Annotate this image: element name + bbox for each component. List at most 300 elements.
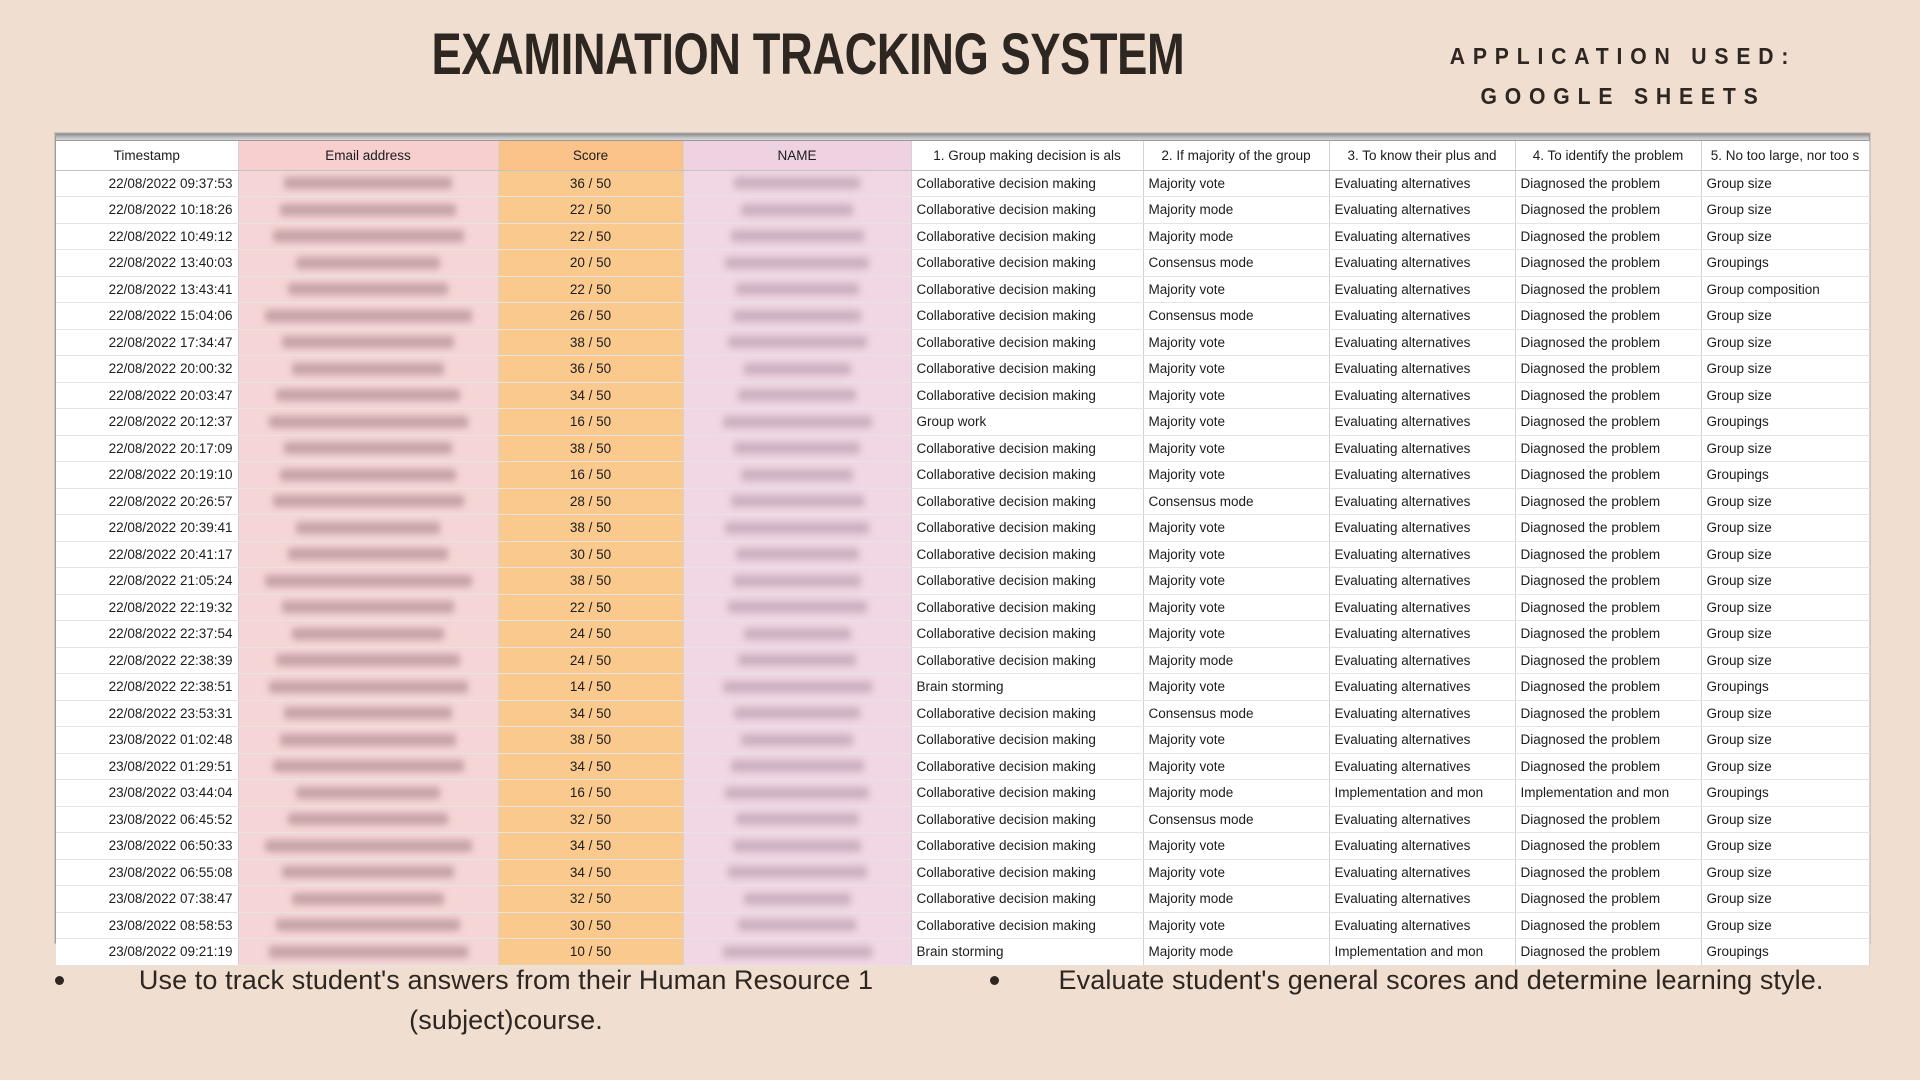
cell-q4[interactable]: Diagnosed the problem [1515, 329, 1701, 356]
cell-name[interactable] [683, 700, 911, 727]
cell-q3[interactable]: Evaluating alternatives [1329, 700, 1515, 727]
cell-timestamp[interactable]: 22/08/2022 20:17:09 [56, 435, 238, 462]
cell-name[interactable] [683, 250, 911, 277]
cell-q2[interactable]: Majority vote [1143, 276, 1329, 303]
cell-timestamp[interactable]: 23/08/2022 01:02:48 [56, 727, 238, 754]
cell-q3[interactable]: Evaluating alternatives [1329, 303, 1515, 330]
table-row[interactable] [56, 700, 1869, 727]
cell-q2[interactable]: Majority vote [1143, 753, 1329, 780]
cell-timestamp[interactable]: 22/08/2022 20:03:47 [56, 382, 238, 409]
cell-q1[interactable]: Brain storming [911, 674, 1143, 701]
cell-name[interactable] [683, 647, 911, 674]
cell-q4[interactable]: Diagnosed the problem [1515, 250, 1701, 277]
cell-q1[interactable]: Collaborative decision making [911, 170, 1143, 197]
cell-q5[interactable]: Group size [1701, 647, 1869, 674]
cell-timestamp[interactable]: 23/08/2022 03:44:04 [56, 780, 238, 807]
cell-q1[interactable]: Collaborative decision making [911, 886, 1143, 913]
cell-q5[interactable]: Group composition [1701, 276, 1869, 303]
cell-timestamp[interactable]: 22/08/2022 20:41:17 [56, 541, 238, 568]
cell-name[interactable] [683, 753, 911, 780]
cell-q1[interactable]: Collaborative decision making [911, 912, 1143, 939]
spreadsheet-screenshot[interactable] [55, 133, 1870, 960]
cell-timestamp[interactable]: 23/08/2022 08:58:53 [56, 912, 238, 939]
cell-score[interactable]: 26 / 50 [498, 303, 683, 330]
cell-timestamp[interactable]: 22/08/2022 09:37:53 [56, 170, 238, 197]
cell-q3[interactable]: Evaluating alternatives [1329, 435, 1515, 462]
cell-score[interactable]: 24 / 50 [498, 621, 683, 648]
cell-score[interactable]: 22 / 50 [498, 276, 683, 303]
cell-timestamp[interactable]: 22/08/2022 22:19:32 [56, 594, 238, 621]
cell-name[interactable] [683, 886, 911, 913]
cell-name[interactable] [683, 409, 911, 436]
cell-score[interactable]: 16 / 50 [498, 409, 683, 436]
cell-q2[interactable]: Majority mode [1143, 647, 1329, 674]
cell-q5[interactable]: Group size [1701, 568, 1869, 595]
cell-q3[interactable]: Evaluating alternatives [1329, 250, 1515, 277]
cell-score[interactable]: 34 / 50 [498, 833, 683, 860]
cell-q3[interactable]: Implementation and mon [1329, 939, 1515, 966]
cell-q1[interactable]: Collaborative decision making [911, 197, 1143, 224]
cell-score[interactable]: 16 / 50 [498, 462, 683, 489]
cell-email[interactable] [238, 435, 498, 462]
cell-q3[interactable]: Evaluating alternatives [1329, 806, 1515, 833]
cell-email[interactable] [238, 647, 498, 674]
cell-q4[interactable]: Diagnosed the problem [1515, 435, 1701, 462]
cell-timestamp[interactable]: 22/08/2022 10:49:12 [56, 223, 238, 250]
cell-q2[interactable]: Majority vote [1143, 833, 1329, 860]
cell-q1[interactable]: Collaborative decision making [911, 621, 1143, 648]
cell-email[interactable] [238, 329, 498, 356]
cell-timestamp[interactable]: 22/08/2022 20:12:37 [56, 409, 238, 436]
cell-q1[interactable]: Collaborative decision making [911, 833, 1143, 860]
table-row[interactable] [56, 753, 1869, 780]
cell-q4[interactable]: Diagnosed the problem [1515, 356, 1701, 383]
cell-q2[interactable]: Consensus mode [1143, 806, 1329, 833]
cell-q3[interactable]: Evaluating alternatives [1329, 409, 1515, 436]
table-row[interactable] [56, 647, 1869, 674]
cell-q4[interactable]: Diagnosed the problem [1515, 700, 1701, 727]
cell-name[interactable] [683, 674, 911, 701]
cell-email[interactable] [238, 594, 498, 621]
cell-q4[interactable]: Implementation and mon [1515, 780, 1701, 807]
column-header-timestamp[interactable]: Timestamp [56, 141, 238, 170]
cell-q3[interactable]: Evaluating alternatives [1329, 197, 1515, 224]
cell-q4[interactable]: Diagnosed the problem [1515, 303, 1701, 330]
table-row[interactable] [56, 886, 1869, 913]
table-body[interactable] [56, 170, 1869, 965]
cell-email[interactable] [238, 727, 498, 754]
cell-timestamp[interactable]: 22/08/2022 22:38:39 [56, 647, 238, 674]
cell-name[interactable] [683, 435, 911, 462]
cell-q4[interactable]: Diagnosed the problem [1515, 859, 1701, 886]
cell-email[interactable] [238, 859, 498, 886]
cell-email[interactable] [238, 462, 498, 489]
table-row[interactable] [56, 462, 1869, 489]
cell-q4[interactable]: Diagnosed the problem [1515, 621, 1701, 648]
cell-email[interactable] [238, 806, 498, 833]
cell-q4[interactable]: Diagnosed the problem [1515, 912, 1701, 939]
cell-q5[interactable]: Group size [1701, 833, 1869, 860]
cell-q2[interactable]: Majority vote [1143, 859, 1329, 886]
cell-q4[interactable]: Diagnosed the problem [1515, 488, 1701, 515]
table-row[interactable] [56, 727, 1869, 754]
cell-email[interactable] [238, 197, 498, 224]
cell-email[interactable] [238, 170, 498, 197]
cell-q1[interactable]: Brain storming [911, 939, 1143, 966]
cell-timestamp[interactable]: 22/08/2022 17:34:47 [56, 329, 238, 356]
cell-q3[interactable]: Evaluating alternatives [1329, 541, 1515, 568]
cell-q3[interactable]: Evaluating alternatives [1329, 674, 1515, 701]
cell-q1[interactable]: Collaborative decision making [911, 780, 1143, 807]
cell-name[interactable] [683, 488, 911, 515]
table-row[interactable] [56, 250, 1869, 277]
cell-email[interactable] [238, 780, 498, 807]
cell-timestamp[interactable]: 22/08/2022 21:05:24 [56, 568, 238, 595]
cell-q1[interactable]: Collaborative decision making [911, 462, 1143, 489]
cell-q1[interactable]: Collaborative decision making [911, 727, 1143, 754]
cell-q2[interactable]: Majority vote [1143, 568, 1329, 595]
cell-q5[interactable]: Group size [1701, 435, 1869, 462]
cell-q1[interactable]: Collaborative decision making [911, 488, 1143, 515]
cell-q2[interactable]: Consensus mode [1143, 488, 1329, 515]
cell-name[interactable] [683, 568, 911, 595]
cell-timestamp[interactable]: 22/08/2022 13:43:41 [56, 276, 238, 303]
cell-name[interactable] [683, 859, 911, 886]
cell-score[interactable]: 24 / 50 [498, 647, 683, 674]
cell-q1[interactable]: Collaborative decision making [911, 329, 1143, 356]
cell-q1[interactable]: Collaborative decision making [911, 700, 1143, 727]
cell-q5[interactable]: Group size [1701, 806, 1869, 833]
cell-q1[interactable]: Collaborative decision making [911, 356, 1143, 383]
cell-q1[interactable]: Collaborative decision making [911, 594, 1143, 621]
cell-email[interactable] [238, 356, 498, 383]
cell-q4[interactable]: Diagnosed the problem [1515, 806, 1701, 833]
cell-timestamp[interactable]: 23/08/2022 06:45:52 [56, 806, 238, 833]
table-row[interactable] [56, 568, 1869, 595]
cell-score[interactable]: 34 / 50 [498, 382, 683, 409]
cell-q2[interactable]: Majority vote [1143, 435, 1329, 462]
cell-q3[interactable]: Evaluating alternatives [1329, 621, 1515, 648]
cell-q3[interactable]: Evaluating alternatives [1329, 170, 1515, 197]
cell-score[interactable]: 38 / 50 [498, 515, 683, 542]
cell-q3[interactable]: Evaluating alternatives [1329, 912, 1515, 939]
cell-q5[interactable]: Group size [1701, 303, 1869, 330]
cell-q1[interactable]: Collaborative decision making [911, 435, 1143, 462]
cell-name[interactable] [683, 462, 911, 489]
cell-timestamp[interactable]: 22/08/2022 22:38:51 [56, 674, 238, 701]
cell-q5[interactable]: Group size [1701, 594, 1869, 621]
cell-q2[interactable]: Majority vote [1143, 674, 1329, 701]
cell-score[interactable]: 36 / 50 [498, 356, 683, 383]
cell-timestamp[interactable]: 22/08/2022 20:19:10 [56, 462, 238, 489]
column-header-q5[interactable]: 5. No too large, nor too s [1701, 141, 1869, 170]
cell-score[interactable]: 22 / 50 [498, 594, 683, 621]
table-row[interactable] [56, 409, 1869, 436]
cell-q4[interactable]: Diagnosed the problem [1515, 647, 1701, 674]
cell-email[interactable] [238, 886, 498, 913]
cell-email[interactable] [238, 700, 498, 727]
table-row[interactable] [56, 780, 1869, 807]
cell-q2[interactable]: Majority vote [1143, 409, 1329, 436]
cell-q4[interactable]: Diagnosed the problem [1515, 382, 1701, 409]
cell-q1[interactable]: Collaborative decision making [911, 303, 1143, 330]
cell-email[interactable] [238, 912, 498, 939]
cell-email[interactable] [238, 382, 498, 409]
cell-timestamp[interactable]: 22/08/2022 15:04:06 [56, 303, 238, 330]
cell-q5[interactable]: Groupings [1701, 674, 1869, 701]
cell-email[interactable] [238, 833, 498, 860]
cell-q5[interactable]: Group size [1701, 859, 1869, 886]
table-row[interactable] [56, 276, 1869, 303]
cell-name[interactable] [683, 356, 911, 383]
cell-q4[interactable]: Diagnosed the problem [1515, 594, 1701, 621]
cell-timestamp[interactable]: 22/08/2022 20:39:41 [56, 515, 238, 542]
cell-q2[interactable]: Majority vote [1143, 594, 1329, 621]
cell-score[interactable]: 34 / 50 [498, 753, 683, 780]
cell-email[interactable] [238, 303, 498, 330]
cell-q2[interactable]: Consensus mode [1143, 303, 1329, 330]
table-row[interactable] [56, 674, 1869, 701]
cell-q4[interactable]: Diagnosed the problem [1515, 197, 1701, 224]
table-row[interactable] [56, 594, 1869, 621]
cell-q4[interactable]: Diagnosed the problem [1515, 462, 1701, 489]
cell-name[interactable] [683, 780, 911, 807]
cell-q3[interactable]: Evaluating alternatives [1329, 462, 1515, 489]
cell-q1[interactable]: Collaborative decision making [911, 223, 1143, 250]
cell-name[interactable] [683, 382, 911, 409]
table-row[interactable] [56, 382, 1869, 409]
cell-name[interactable] [683, 329, 911, 356]
cell-q2[interactable]: Consensus mode [1143, 250, 1329, 277]
cell-q3[interactable]: Evaluating alternatives [1329, 488, 1515, 515]
table-row[interactable] [56, 170, 1869, 197]
cell-name[interactable] [683, 515, 911, 542]
cell-q3[interactable]: Evaluating alternatives [1329, 859, 1515, 886]
cell-q2[interactable]: Majority vote [1143, 541, 1329, 568]
cell-q4[interactable]: Diagnosed the problem [1515, 674, 1701, 701]
cell-timestamp[interactable]: 22/08/2022 20:26:57 [56, 488, 238, 515]
cell-q3[interactable]: Evaluating alternatives [1329, 594, 1515, 621]
cell-name[interactable] [683, 727, 911, 754]
cell-score[interactable]: 34 / 50 [498, 859, 683, 886]
table-row[interactable] [56, 859, 1869, 886]
cell-q1[interactable]: Collaborative decision making [911, 806, 1143, 833]
cell-q1[interactable]: Collaborative decision making [911, 859, 1143, 886]
cell-q3[interactable]: Evaluating alternatives [1329, 753, 1515, 780]
cell-q3[interactable]: Evaluating alternatives [1329, 833, 1515, 860]
column-header-name[interactable]: NAME [683, 141, 911, 170]
cell-score[interactable]: 16 / 50 [498, 780, 683, 807]
table-row[interactable] [56, 621, 1869, 648]
cell-q5[interactable]: Groupings [1701, 462, 1869, 489]
cell-score[interactable]: 30 / 50 [498, 541, 683, 568]
cell-q5[interactable]: Groupings [1701, 250, 1869, 277]
cell-score[interactable]: 20 / 50 [498, 250, 683, 277]
table-row[interactable] [56, 197, 1869, 224]
cell-score[interactable]: 22 / 50 [498, 197, 683, 224]
table-row[interactable] [56, 223, 1869, 250]
cell-score[interactable]: 36 / 50 [498, 170, 683, 197]
cell-email[interactable] [238, 250, 498, 277]
cell-q5[interactable]: Group size [1701, 541, 1869, 568]
cell-q2[interactable]: Consensus mode [1143, 700, 1329, 727]
cell-q2[interactable]: Majority mode [1143, 939, 1329, 966]
cell-q1[interactable]: Collaborative decision making [911, 753, 1143, 780]
cell-name[interactable] [683, 594, 911, 621]
cell-score[interactable]: 38 / 50 [498, 435, 683, 462]
cell-q4[interactable]: Diagnosed the problem [1515, 753, 1701, 780]
cell-timestamp[interactable]: 22/08/2022 20:00:32 [56, 356, 238, 383]
cell-q3[interactable]: Evaluating alternatives [1329, 515, 1515, 542]
cell-q2[interactable]: Majority vote [1143, 462, 1329, 489]
cell-score[interactable]: 38 / 50 [498, 568, 683, 595]
cell-q1[interactable]: Collaborative decision making [911, 382, 1143, 409]
cell-name[interactable] [683, 170, 911, 197]
cell-q2[interactable]: Majority vote [1143, 515, 1329, 542]
cell-email[interactable] [238, 515, 498, 542]
cell-q3[interactable]: Evaluating alternatives [1329, 356, 1515, 383]
cell-q4[interactable]: Diagnosed the problem [1515, 170, 1701, 197]
cell-q3[interactable]: Evaluating alternatives [1329, 886, 1515, 913]
cell-q3[interactable]: Evaluating alternatives [1329, 727, 1515, 754]
cell-email[interactable] [238, 541, 498, 568]
cell-q2[interactable]: Majority vote [1143, 382, 1329, 409]
cell-name[interactable] [683, 223, 911, 250]
column-header-q4[interactable]: 4. To identify the problem [1515, 141, 1701, 170]
cell-score[interactable]: 32 / 50 [498, 806, 683, 833]
cell-name[interactable] [683, 912, 911, 939]
cell-q2[interactable]: Majority vote [1143, 329, 1329, 356]
cell-q5[interactable]: Group size [1701, 700, 1869, 727]
table-row[interactable] [56, 303, 1869, 330]
cell-q5[interactable]: Groupings [1701, 780, 1869, 807]
cell-timestamp[interactable]: 23/08/2022 01:29:51 [56, 753, 238, 780]
column-header-q1[interactable]: 1. Group making decision is als [911, 141, 1143, 170]
column-header-q2[interactable]: 2. If majority of the group [1143, 141, 1329, 170]
cell-q4[interactable]: Diagnosed the problem [1515, 568, 1701, 595]
cell-name[interactable] [683, 276, 911, 303]
cell-score[interactable]: 38 / 50 [498, 727, 683, 754]
table-row[interactable] [56, 515, 1869, 542]
cell-q5[interactable]: Group size [1701, 329, 1869, 356]
cell-q5[interactable]: Group size [1701, 621, 1869, 648]
table-row[interactable] [56, 356, 1869, 383]
cell-q5[interactable]: Group size [1701, 753, 1869, 780]
cell-q2[interactable]: Majority vote [1143, 912, 1329, 939]
cell-q2[interactable]: Majority vote [1143, 727, 1329, 754]
table-row[interactable] [56, 488, 1869, 515]
cell-q3[interactable]: Implementation and mon [1329, 780, 1515, 807]
cell-email[interactable] [238, 409, 498, 436]
cell-timestamp[interactable]: 23/08/2022 06:50:33 [56, 833, 238, 860]
cell-score[interactable]: 30 / 50 [498, 912, 683, 939]
cell-score[interactable]: 14 / 50 [498, 674, 683, 701]
cell-q1[interactable]: Collaborative decision making [911, 568, 1143, 595]
cell-q3[interactable]: Evaluating alternatives [1329, 329, 1515, 356]
cell-q1[interactable]: Collaborative decision making [911, 541, 1143, 568]
table-row[interactable] [56, 806, 1869, 833]
cell-email[interactable] [238, 621, 498, 648]
cell-q2[interactable]: Majority vote [1143, 170, 1329, 197]
cell-q5[interactable]: Group size [1701, 727, 1869, 754]
cell-score[interactable]: 22 / 50 [498, 223, 683, 250]
cell-email[interactable] [238, 223, 498, 250]
cell-score[interactable]: 10 / 50 [498, 939, 683, 966]
cell-timestamp[interactable]: 23/08/2022 09:21:19 [56, 939, 238, 966]
cell-timestamp[interactable]: 22/08/2022 10:18:26 [56, 197, 238, 224]
cell-q4[interactable]: Diagnosed the problem [1515, 939, 1701, 966]
cell-name[interactable] [683, 806, 911, 833]
cell-q2[interactable]: Majority mode [1143, 886, 1329, 913]
cell-q2[interactable]: Majority vote [1143, 621, 1329, 648]
table-row[interactable] [56, 435, 1869, 462]
cell-q4[interactable]: Diagnosed the problem [1515, 886, 1701, 913]
column-header-q3[interactable]: 3. To know their plus and [1329, 141, 1515, 170]
cell-timestamp[interactable]: 22/08/2022 22:37:54 [56, 621, 238, 648]
cell-q2[interactable]: Majority vote [1143, 356, 1329, 383]
cell-timestamp[interactable]: 22/08/2022 23:53:31 [56, 700, 238, 727]
cell-q3[interactable]: Evaluating alternatives [1329, 223, 1515, 250]
cell-q3[interactable]: Evaluating alternatives [1329, 568, 1515, 595]
cell-q5[interactable]: Group size [1701, 356, 1869, 383]
cell-name[interactable] [683, 833, 911, 860]
cell-name[interactable] [683, 303, 911, 330]
cell-timestamp[interactable]: 22/08/2022 13:40:03 [56, 250, 238, 277]
table-row[interactable] [56, 541, 1869, 568]
cell-q5[interactable]: Groupings [1701, 939, 1869, 966]
table-row[interactable] [56, 833, 1869, 860]
cell-q3[interactable]: Evaluating alternatives [1329, 647, 1515, 674]
cell-q5[interactable]: Group size [1701, 886, 1869, 913]
cell-q5[interactable]: Group size [1701, 223, 1869, 250]
cell-q5[interactable]: Group size [1701, 382, 1869, 409]
cell-email[interactable] [238, 568, 498, 595]
cell-timestamp[interactable]: 23/08/2022 07:38:47 [56, 886, 238, 913]
column-header-email[interactable]: Email address [238, 141, 498, 170]
cell-q2[interactable]: Majority mode [1143, 223, 1329, 250]
cell-q3[interactable]: Evaluating alternatives [1329, 382, 1515, 409]
cell-q2[interactable]: Majority mode [1143, 780, 1329, 807]
table-row[interactable] [56, 329, 1869, 356]
cell-name[interactable] [683, 197, 911, 224]
cell-q4[interactable]: Diagnosed the problem [1515, 409, 1701, 436]
cell-q5[interactable]: Group size [1701, 170, 1869, 197]
cell-name[interactable] [683, 541, 911, 568]
cell-score[interactable]: 28 / 50 [498, 488, 683, 515]
cell-q1[interactable]: Collaborative decision making [911, 515, 1143, 542]
cell-timestamp[interactable]: 23/08/2022 06:55:08 [56, 859, 238, 886]
cell-q4[interactable]: Diagnosed the problem [1515, 276, 1701, 303]
cell-q5[interactable]: Groupings [1701, 409, 1869, 436]
cell-q4[interactable]: Diagnosed the problem [1515, 727, 1701, 754]
cell-email[interactable] [238, 753, 498, 780]
responses-table[interactable] [56, 141, 1870, 966]
cell-q5[interactable]: Group size [1701, 515, 1869, 542]
cell-email[interactable] [238, 488, 498, 515]
table-row[interactable] [56, 912, 1869, 939]
cell-q1[interactable]: Collaborative decision making [911, 276, 1143, 303]
cell-score[interactable]: 34 / 50 [498, 700, 683, 727]
cell-q5[interactable]: Group size [1701, 488, 1869, 515]
cell-q2[interactable]: Majority mode [1143, 197, 1329, 224]
cell-q4[interactable]: Diagnosed the problem [1515, 515, 1701, 542]
column-header-score[interactable]: Score [498, 141, 683, 170]
cell-q1[interactable]: Group work [911, 409, 1143, 436]
cell-name[interactable] [683, 621, 911, 648]
cell-q1[interactable]: Collaborative decision making [911, 250, 1143, 277]
cell-score[interactable]: 38 / 50 [498, 329, 683, 356]
cell-q4[interactable]: Diagnosed the problem [1515, 223, 1701, 250]
